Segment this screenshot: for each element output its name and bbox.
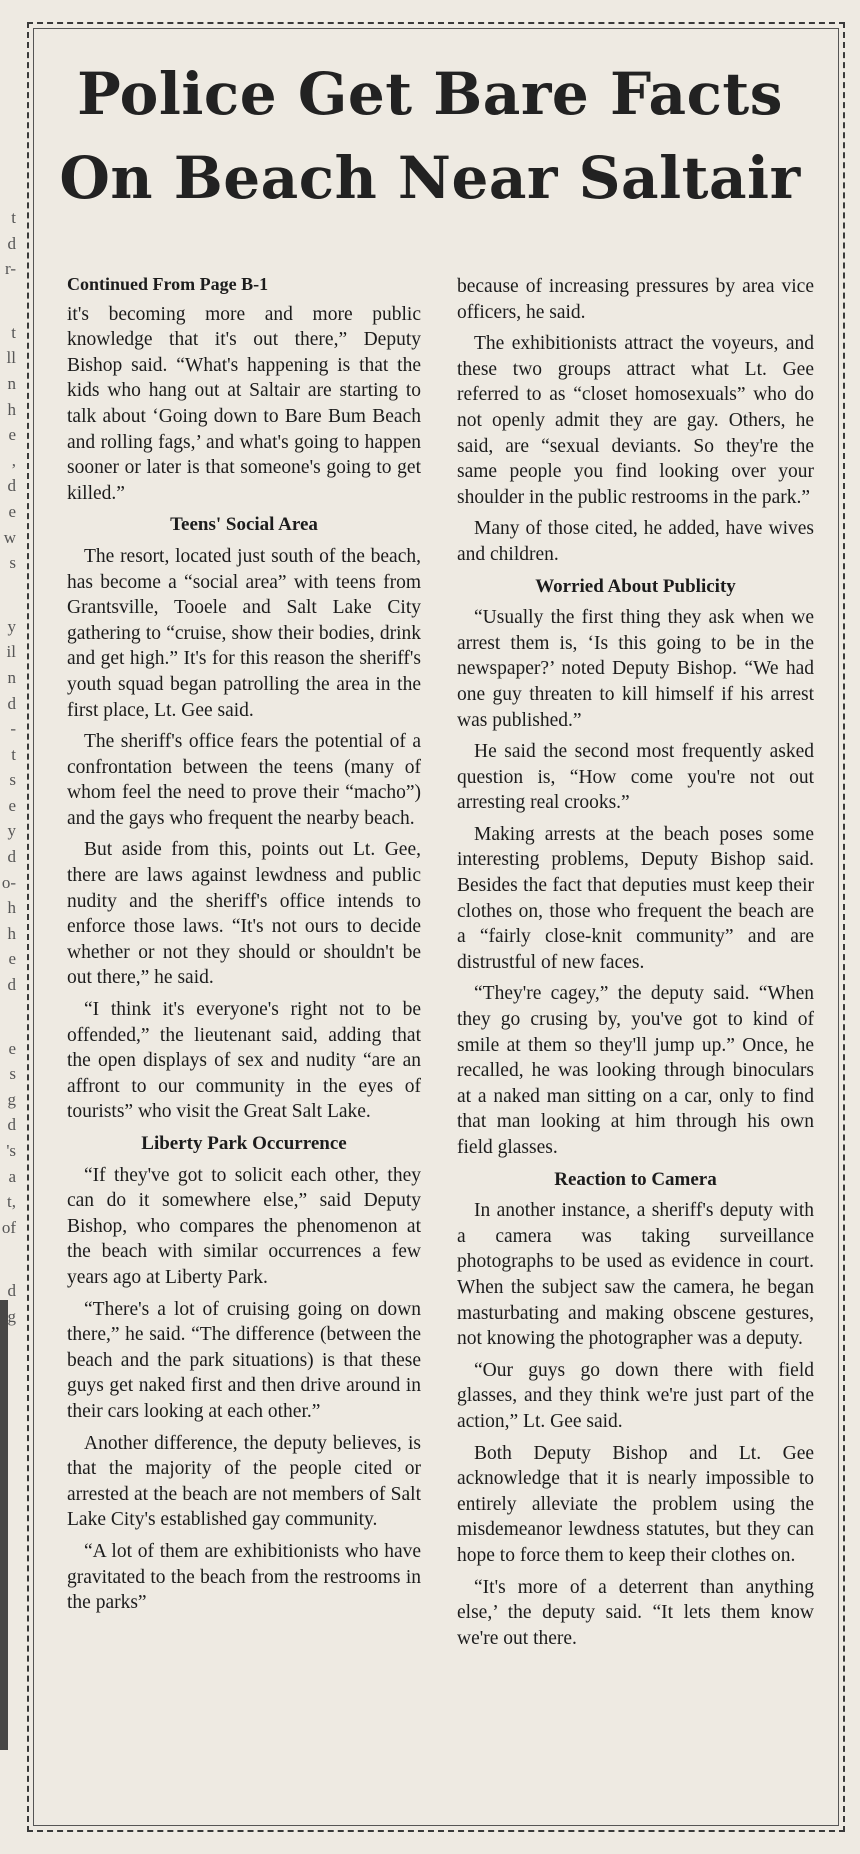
edge-fragment: w xyxy=(3,527,16,547)
article-paragraph: Making arrests at the beach poses some interesting problems, Deputy Bishop said. Besides the fact that deputies must keep their clothes on, those who frequent the beach are a “fairly close-knit community” and are distrustful of new faces. xyxy=(457,823,814,973)
edge-fragment: g xyxy=(7,1089,16,1109)
section-subhead: Worried About Publicity xyxy=(535,575,736,597)
edge-fragment: d xyxy=(7,693,16,713)
article-paragraph: “They're cagey,” the deputy said. “When they go crusing by, you've got to kind of smile at them so they'll jump up.” Once, he recalled, he was looking through binoculars at a naked man sitting on a car, only to find that man looking at him through his own field glasses. xyxy=(457,983,814,1158)
edge-fragment: h xyxy=(7,923,16,943)
article-column-2 xyxy=(457,274,814,1657)
article-paragraph: Another difference, the deputy believes, is that the majority of the people cited or arrested at the beach are not members of Salt Lake City's established gay community. xyxy=(67,1432,421,1531)
edge-fragment: d xyxy=(7,975,16,995)
edge-fragment: s xyxy=(9,1064,16,1084)
article-paragraph: In another instance, a sheriff's deputy with a camera was taking surveillance photographs to be used as evidence in court. When the subject saw the camera, he began masturbating and making obscene gestures, not knowing the photographer was a deputy. xyxy=(457,1200,814,1350)
article-paragraph: “I think it's everyone's right not to be offended,” the lieutenant said, adding that the open displays of sex and nudity “are an affront to our community in the eyes of tourists” who visit the Great Salt Lake. xyxy=(67,999,421,1123)
section-subhead: Reaction to Camera xyxy=(554,1168,717,1190)
article-column-1 xyxy=(67,272,421,1622)
edge-fragment: d xyxy=(7,847,16,867)
headline-line-2: On Beach Near Saltair xyxy=(59,144,801,212)
edge-fragment: n xyxy=(7,667,16,687)
article-paragraph: The resort, located just south of the beach, has become a “social area” with teens from Grantsville, Tooele and Salt Lake City gathering to “cruise, show their bodies, drink and get high.” It's for this reason the sheriff's youth squad began patrolling the area in the first place, Lt. Gee said. xyxy=(67,545,421,721)
article-paragraph: The sheriff's office fears the potential of a confrontation between the teens (many of whom feel the need to prove their “macho”) and the gays who frequent the nearby beach. xyxy=(67,731,421,829)
article-paragraph: it's becoming more and more public knowledge that it's out there,” Deputy Bishop said. “What's happening is that the kids who hang out at Saltair are starting to talk about ‘Going down to Bare Bum Beach and rolling fags,’ and what's going to happen sooner or later is that someone's going to get killed.” xyxy=(67,303,421,504)
edge-fragment: h xyxy=(7,399,16,419)
edge-fragment xyxy=(0,576,16,614)
edge-fragment: , xyxy=(11,450,16,470)
article-paragraph: because of increasing pressures by area vice officers, he said. xyxy=(457,276,814,323)
edge-fragment: e xyxy=(8,501,16,521)
edge-fragment xyxy=(0,282,16,320)
edge-fragment: - xyxy=(10,719,16,739)
article-paragraph: “Our guys go down there with field glasses, and they think we're just part of the action,” Lt. Gee said. xyxy=(457,1359,814,1432)
edge-fragment: d xyxy=(7,233,16,253)
edge-fragment: e xyxy=(8,949,16,969)
edge-fragment: g xyxy=(7,1306,16,1326)
edge-fragment: d xyxy=(7,1115,16,1135)
edge-fragment: ll xyxy=(6,348,16,368)
edge-fragment: o- xyxy=(1,872,16,892)
edge-fragment: e xyxy=(8,425,16,445)
article-paragraph: Many of those cited, he added, have wives and children. xyxy=(457,518,814,565)
edge-fragment xyxy=(0,998,16,1036)
edge-fragment: of xyxy=(1,1217,16,1237)
edge-fragment: h xyxy=(7,898,16,918)
headline xyxy=(40,52,820,220)
article-paragraph: “If they've got to solicit each other, they can do it somewhere else,” said Deputy Bishop, who compares the phenomenon at the beach with similar occurrences a few years ago at Liberty Park. xyxy=(67,1164,421,1288)
edge-fragment xyxy=(0,1240,16,1278)
article-paragraph: “A lot of them are exhibitionists who have gravitated to the beach from the restrooms in the parks” xyxy=(67,1540,421,1614)
section-subhead: Teens' Social Area xyxy=(170,514,318,536)
edge-fragment: t xyxy=(11,322,16,342)
article-paragraph: “There's a lot of cruising going on down there,” he said. “The difference (between the beach and the park situations) is that these guys get naked first and then drive around in their cars looking at each other.” xyxy=(67,1298,421,1422)
article-paragraph: The exhibitionists attract the voyeurs, and these two groups attract what Lt. Gee referred to as “closet homosexuals” who do not openly admit they are gay. Others, he said, are “sexual deviants. So they're the same people you find looking over your shoulder in the public restrooms in the park.” xyxy=(457,333,814,508)
edge-fragment: il xyxy=(6,642,16,662)
article-paragraph: “Usually the first thing they ask when we arrest them is, ‘Is this going to be in the newspaper?’ noted Deputy Bishop. “We had one guy threaten to kill himself if his arrest was published.” xyxy=(457,607,814,731)
edge-fragment: a xyxy=(8,1166,16,1186)
edge-fragment: d xyxy=(7,1281,16,1301)
edge-fragment: t, xyxy=(7,1192,16,1212)
edge-fragment: t xyxy=(11,208,16,227)
section-subhead: Liberty Park Occurrence xyxy=(141,1133,347,1154)
edge-fragment: d xyxy=(7,476,16,496)
adjacent-column-fragments xyxy=(0,205,16,1330)
edge-fragment: e xyxy=(8,795,16,815)
edge-fragment: y xyxy=(7,821,16,841)
edge-fragment: n xyxy=(7,373,16,393)
headline-line-1: Police Get Bare Facts xyxy=(77,60,783,128)
edge-fragment: t xyxy=(11,744,16,764)
edge-fragment: e xyxy=(8,1038,16,1058)
continued-from-label: Continued From Page B-1 xyxy=(67,274,269,294)
edge-fragment: s xyxy=(9,553,16,573)
article-paragraph: He said the second most frequently asked question is, “How come you're not out arresting real crooks.” xyxy=(457,741,814,814)
article-paragraph: Both Deputy Bishop and Lt. Gee acknowledge that it is nearly impossible to entirely alleviate the problem using the misdemeanor lewdness statutes, but they can hope to force them to keep their clothes on. xyxy=(457,1442,814,1566)
article-paragraph: But aside from this, points out Lt. Gee, there are laws against lewdness and public nudity and the sheriff's office intends to enforce those laws. “It's not ours to decide whether or not they should or shouldn't be out there,” he said. xyxy=(67,839,421,989)
edge-fragment: y xyxy=(7,616,16,636)
edge-fragment: s xyxy=(9,770,16,790)
edge-fragment: r- xyxy=(5,259,16,279)
article-paragraph: “It's more of a deterrent than anything else,’ the deputy said. “It lets them know we're out there. xyxy=(457,1576,814,1649)
adjacent-column-shadow xyxy=(0,1300,8,1750)
edge-fragment: 's xyxy=(6,1141,16,1160)
